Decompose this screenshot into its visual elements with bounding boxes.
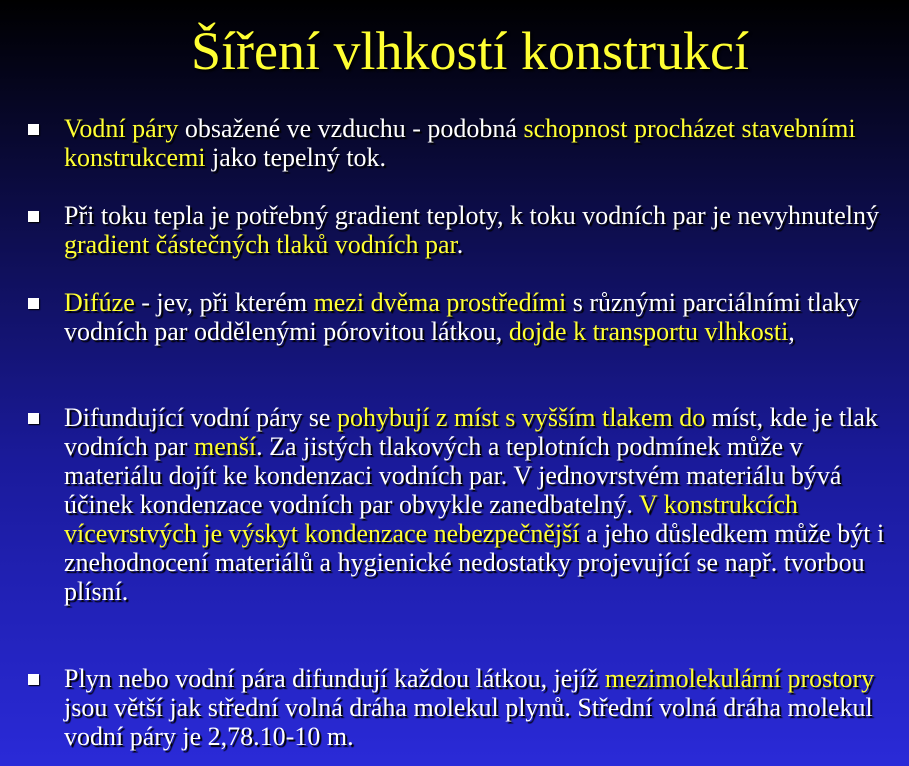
- square-bullet-icon: [28, 124, 39, 135]
- square-bullet-icon: [28, 674, 39, 685]
- slide-title: Šíření vlhkostí konstrukcí: [191, 21, 749, 81]
- highlight-text: Difúze: [64, 288, 135, 317]
- highlight-text: mezimolekulární prostory: [604, 664, 875, 693]
- bullet-text-1: [64, 114, 894, 172]
- body-text: ,: [788, 317, 795, 346]
- highlight-text: gradient částečných tlaků vodních par: [64, 230, 457, 259]
- body-text: . Za jistých tlakových a teplotních podmínek může v materiálu dojít ke kondenzaci vodních par. V jednovrstvém materiálu bývá účinek kondenzace vodních par obvykle zanedbatelný.: [64, 432, 842, 519]
- body-text: - jev, při kterém: [134, 288, 314, 317]
- bullet-text-5: [64, 664, 894, 751]
- body-text: obsažené ve vzduchu - podobná: [178, 114, 524, 143]
- square-bullet-icon: [28, 211, 39, 222]
- highlight-text: mezi dvěma prostředími: [313, 288, 567, 317]
- square-bullet-icon: [28, 298, 39, 309]
- highlight-text: dojde k transportu vlhkosti: [508, 317, 789, 346]
- body-text: .: [456, 230, 464, 259]
- body-text: Difundující vodní páry se: [64, 403, 337, 432]
- body-text: Plyn nebo vodní pára difundují každou látkou, jejíž: [64, 664, 605, 693]
- body-text: jsou větší jak střední volná dráha molekul plynů. Střední volná dráha molekul vodní páry je 2,78.10-10 m.: [64, 693, 873, 751]
- highlight-text: Vodní páry: [64, 114, 179, 143]
- body-text: jako tepelný tok.: [205, 143, 387, 172]
- square-bullet-icon: [28, 413, 39, 424]
- bullet-text-4: [64, 403, 894, 606]
- bullet-text-3: [64, 288, 894, 346]
- body-text: s různými parciálními tlaky vodních par odděleným‌i pórovitou látkou,: [64, 288, 860, 346]
- body-text: a jeho důsledkem může být i znehodnocení materiálů a hygienické nedostatky projevující se např. tvorbou plísní.: [64, 519, 885, 606]
- highlight-text: schopnost procházet stavebními konstrukcemi: [64, 114, 856, 172]
- highlight-text: V konstrukcích vícevrstvých je výskyt kondenzace nebezpečnější: [64, 490, 799, 548]
- bullet-text-2: [64, 201, 894, 259]
- highlight-text: menší: [193, 432, 257, 461]
- body-text: míst, kde je tlak vodních par: [64, 403, 878, 461]
- body-text: Při toku tepla je potřebný gradient teploty, k toku vodních par je nevyhnutelný: [64, 201, 879, 230]
- highlight-text: pohybují z míst s vyšším tlakem do: [336, 403, 706, 432]
